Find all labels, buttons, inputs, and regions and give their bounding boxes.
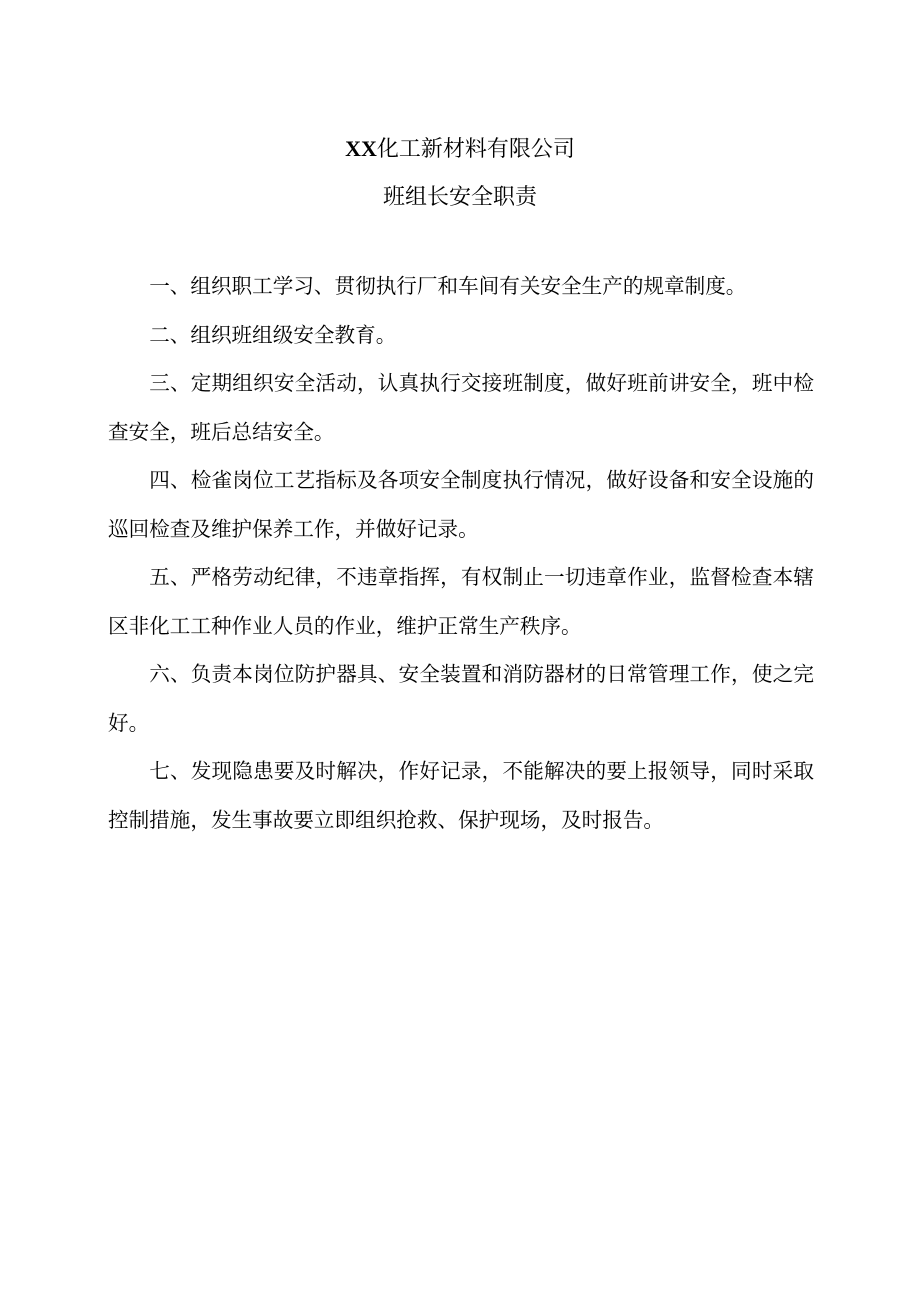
document-title: 班组长安全职责 [382, 185, 537, 210]
paragraph-5: 五、严格劳动纪律，不违章指挥，有权制止一切违章作业，监督检查本辖区非化工工种作业人员的作业，维护正常生产秩序。 [108, 565, 814, 638]
paragraph-2: 二、组织班组级安全教育。 [149, 322, 397, 347]
title-block [0, 125, 920, 222]
paragraph-3: 三、定期组织安全活动，认真执行交接班制度，做好班前讲安全，班中检查安全，班后总结安全。 [108, 371, 814, 444]
paragraph-4: 四、检雀岗位工艺指标及各项安全制度执行情况，做好设备和安全设施的巡回检查及维护保养工作，并做好记录。 [108, 468, 814, 541]
document-body [108, 262, 814, 844]
paragraph-7: 七、发现隐患要及时解决，作好记录，不能解决的要上报领导，同时采取控制措施，发生事故要立即组织抢救、保护现场，及时报告。 [108, 759, 814, 832]
paragraph-1: 一、组织职工学习、贯彻执行厂和车间有关安全生产的规章制度。 [149, 274, 747, 298]
company-title-name: 化工新材料有限公司 [376, 137, 575, 162]
paragraph-6: 六、负责本岗位防护器具、安全装置和消防器材的日常管理工作，使之完好。 [108, 662, 814, 735]
company-title [0, 125, 920, 174]
company-title-prefix: XX [345, 136, 377, 161]
